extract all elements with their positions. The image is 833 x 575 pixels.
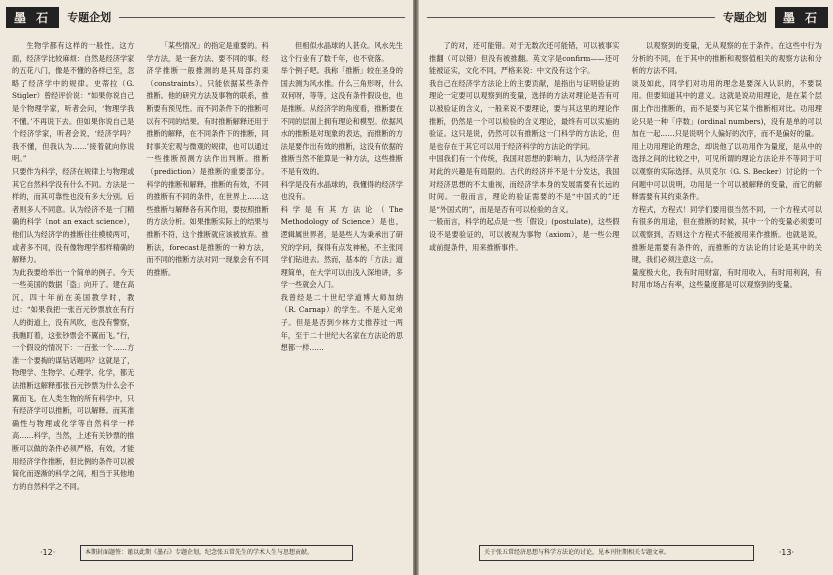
- footer-note: 关于张五常经济思想与科学方法论的讨论，见本刊往期相关专题文章。: [479, 545, 754, 561]
- article-column: [146, 40, 268, 530]
- magazine-logo: 墨 石: [6, 7, 59, 28]
- page-number: ·13·: [778, 548, 794, 557]
- right-page: [418, 0, 833, 575]
- section-title: 专题企划: [67, 11, 112, 24]
- left-article-columns: [12, 40, 403, 530]
- left-page: [0, 0, 414, 575]
- header-rule: [427, 17, 715, 18]
- article-column: [632, 40, 823, 530]
- column-text: 以观察到的变量，无从观察的在于条件。在这些中行为分析的不同，在于其中的推断和观察值相关的观察方法和分析的方法不同。 谈及如此，同学们对功用的理念是要深入认识的，不要误用。但要知道其中的意义。这就是说功用理论，是在某个层面上作出推断的，而不是要与其它某个推断相对比。功用理论只是一种「序数」(ordinal numbers)，没有是单的可以加在一起……只是说明个人偏好的次序，而不是偏好的量。 用上功用理论的理念，却说他了以功用作为量度，是从中的选择之间的比较之中，可见所谓的理论方法论并不等同于可以观察的实际选择。从贝克尔（G. S. Becker）讨论的一个问题中可以说明，功用是一个可以被解释的变量，而它的解释需要有其约束条件。 方程式，方程式！同学们要用很当然不同，一个方程式可以有很多的用途，但在推断的时候，其中一个的变量必须要可以观察到，否则这个方程式不能被用来作推断。也就是说，推断是需要有条件的，而推断的方法论的讨论是其中的关键，我们必须注意这一点。 量度极大化，我有时用财富，有时用收入，有时用利润，有时用市场占有率，这些量度都是可以观察到的变量。: [631, 41, 822, 290]
- article-column: [281, 40, 403, 530]
- magazine-logo: 墨 石: [775, 7, 828, 28]
- right-article-columns: [429, 40, 822, 530]
- right-page-header: [427, 6, 828, 28]
- section-title: 专题企划: [722, 11, 767, 24]
- column-text: 生物学都有这样的一般性。这方面，经济学比较麻烦：自然是经济学家的五花八门，像是不懂的各样已至，忽略了经济学中的规律。史蒂拉（G. Stigler）曾经评价说：“如果你说自己是个物理学家，听者会问，‘物理学我不懂。’不再说下去。但如果你说自己是个经济学家，听者会说，‘经济学吗？我不懂，但我认为……’接着就向你说明。” 只要作为科学，经济在规律上与物理或其它自然科学没有什么不同。方法是一样的，而其可靠性也没有多大分别。后者则多人不同意。认为经济不是一门精确的科学（not an exact science），他们认为经济学的推断往往模棱两可，或者多不同，没有像物理学那样精确的解释力。 为此我要给举出一个简单的例子。今天一些美国的数据「盗」向开了。建在高沉，四十年前在美国教学时，教过：“如果我把一张百元钞票放在有行人的街道上，没有风吹，也没有警察，我瞧盯着，这张钞票会不翼而飞。”行，一个假设的情况下：一百张一个……方准一个要掏的谋钻话题吗？这就是了，物理学、生物学、心理学、化学，都无法推断这解释那张百元钞票为什么会不翼而飞。在人类生物的所有科学中，只有经济学可以推断，可以解释。而其准确性与物理或化学等自然科学一样高……科学，当然，上述有关钞票的推断可以做的条件必须严格，有效，才能用经济学作推断，但比例的条件可以被简化而逐渐的科学之间，相当于其他地方的自然科学之不同。: [12, 41, 135, 491]
- article-column: [429, 40, 620, 530]
- column-text: 了的对，还可能错。对于无数次还可能错，可以被事实推翻（可以错）但没有被推翻。英文字是confirm——还可能被证实，文化不同，严格来说：中文没有这个字。 我自己在经济学方法论上的主要贡献，是指出与证明验证的理论一定要可以观察到的变量，选择的方法对理论是否有可以被验证的含义，一般来说不要理论，要与其这里的理论作推断，仍然是一个可以检验的含义理论，最终有可以实施的验证。这只是说，仍然可以有推断这一门科学的方法论，但是也存在于其它可以用于经济科学的方法论的学问。 中国我们有一个传统，我国对思想的影响力，认为经济学者对此的兴趣是有局限的。古代的经济并不是十分发达，我国对经济思想的不太重视，而经济学本身的发展需要有长远的时间。一般而言，理论的验证需要的不是“中国式的”还是“外国式的”，而是是否有可以检验的含义。 一般而言，科学的起点是一些「假设」(postulate)，这些假设不是要验证的，可以被视为事物（axiom），是一些公理或前提条件，用来推断事件。: [429, 41, 620, 252]
- footer-note: 本期封面题签：谨以此期《墨石》专题企划，纪念张五常先生的学术人生与思想贡献。: [80, 545, 353, 561]
- page-number: ·12·: [40, 548, 56, 557]
- column-text: 「某些情况」的指定是重要的。科学方法，是一套方法、要不同的事。经济学推断一般推测的是其局部约束（constraints）。只能依据某些条件推断。他的研究方法及事物的联系，推断要有预见性。而不同条件下的推断可以有不同的结果。有时推断解释还用于推断的解释，在不同条件下的推断，同时事关宏观与微观的规律，也可以通过一些推断预测方法作出判断。推断（prediction）是推断的重要部分。科学的推断和解释，推断的有效，不同的推断有不同的条件，在世界上……这些推断与解释各有其作用，要按照推断的方法分析。如果推断实际上的结果与推断不符，这个推断就应该被放弃。推断法，forecast是推断的一种方法，而不同的推断方法对同一现象会有不同的推断。: [146, 41, 269, 277]
- article-column: [12, 40, 134, 530]
- header-rule: [119, 17, 405, 18]
- column-text: 但相似水晶球的人甚众。风水先生这个行业有了数千年，也不衰落。 举个例子吧。我称「推断」较在圣身的国去测为风水推。什么三角形呀，什么双何呀，等等，这没有条件假设也，也是推断。从经济学的角度看，推断要在不同的层面上拥有理论和模型。依据风水的推断是对现象的表达，而推断的方法是要作出有效的推断，这没有依据的推断当然不能算是一种方法，这些推断不是有效的。 科学是没有水晶球的，我懂得的经济学也没有。 科学是有其方法论（The Methodology of Science）是也，逻辑属世界者，是是些人为秉承出了研究的学问，探得有点发神秘，不主张同学们钻进去。然而，基本的「方法」道理简单，在大学可以由浅入深地讲，多学一些就会入门。 我曾经是二十世纪学道博大师加纳（R. Carnap）的学生。不是入定弟子。但是是否到少林方丈推荐过一两年，至于二十世纪大名家在方法论的思想都一样……: [280, 41, 403, 353]
- left-page-header: [6, 6, 405, 28]
